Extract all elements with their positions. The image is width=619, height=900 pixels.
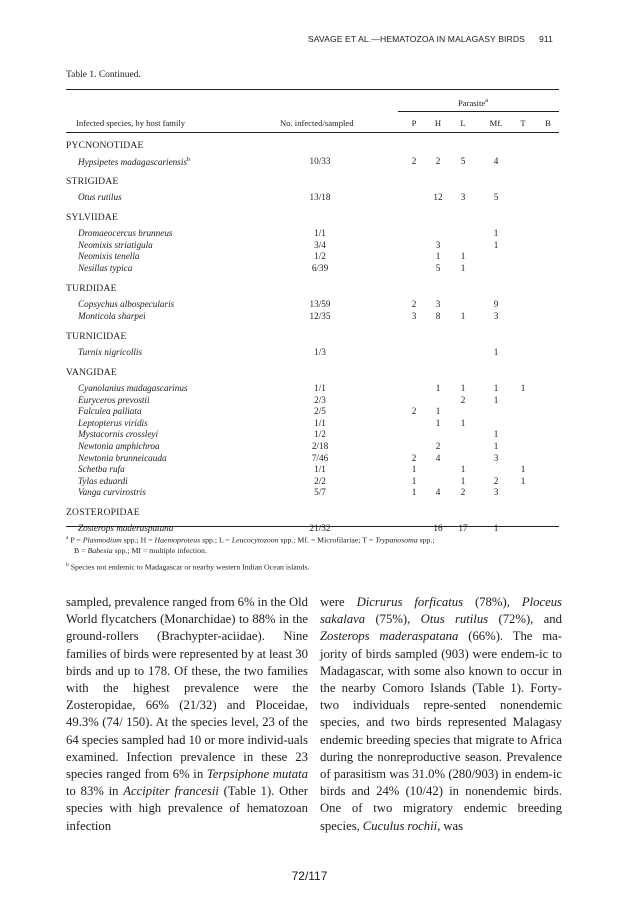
infected-ratio: 3/4 <box>314 239 326 250</box>
count-mf: 5 <box>493 192 499 203</box>
col-header-infected: No. infected/sampled <box>280 118 354 128</box>
count-h: 3 <box>435 299 441 310</box>
infected-ratio: 1/1 <box>314 382 326 393</box>
family-heading: TURNICIDAE <box>66 330 127 342</box>
count-mf: 1 <box>493 346 499 357</box>
count-l: 1 <box>460 251 466 262</box>
count-l: 3 <box>460 192 466 203</box>
col-header-h: H <box>434 118 442 128</box>
col-header-species: Infected species, by host family <box>76 118 186 128</box>
count-p: 2 <box>411 406 417 417</box>
species-name: Newtonia amphichroa <box>78 440 160 451</box>
count-l: 5 <box>460 156 466 166</box>
count-l: 1 <box>460 263 466 273</box>
infected-ratio: 13/59 <box>309 299 331 310</box>
col-header-p: P <box>411 118 417 128</box>
count-p: 1 <box>411 464 417 475</box>
species-name: Monticola sharpei <box>78 310 146 321</box>
count-p: 2 <box>411 452 417 463</box>
count-h: 4 <box>435 487 441 498</box>
infected-ratio: 1/1 <box>314 464 326 475</box>
col-header-l: L <box>460 118 466 128</box>
species-name: Leptopterus viridis <box>78 417 148 428</box>
running-header <box>308 34 553 44</box>
species-name: Zosterops maderaspatana <box>78 523 174 534</box>
count-h: 1 <box>435 417 441 428</box>
col-header-t: T <box>520 118 526 128</box>
footnote-b: $^b$ Species not endemic to Madagascar or nearby western Indian Ocean islands. <box>66 562 310 572</box>
count-t: 1 <box>520 475 526 486</box>
col-header-b: B <box>545 118 551 128</box>
family-heading: TURDIDAE <box>66 283 117 295</box>
count-l: 1 <box>460 464 466 475</box>
col-header-mf: Mf. <box>489 118 503 128</box>
count-h: 12 <box>433 192 443 203</box>
count-l: 1 <box>460 417 466 428</box>
species-name: Copsychus albospecularis <box>78 299 175 310</box>
count-h: 8 <box>435 310 441 321</box>
family-heading: VANGIDAE <box>66 366 117 378</box>
count-h: 1 <box>435 382 441 393</box>
infected-ratio: 12/35 <box>309 310 331 321</box>
infected-ratio: 2/5 <box>314 406 326 417</box>
count-h: 3 <box>435 239 441 250</box>
count-mf: 4 <box>493 156 499 166</box>
count-l: 1 <box>460 382 466 393</box>
species-name: Cyanolanius madagascarinus <box>78 382 188 393</box>
infected-ratio: 2/3 <box>314 394 326 405</box>
count-p: 1 <box>411 487 417 498</box>
species-name: Mystacornis crossleyi <box>78 429 159 440</box>
page-counter: 72/117 <box>291 869 328 883</box>
count-mf: 3 <box>493 310 499 321</box>
infected-ratio: 6/39 <box>311 263 329 273</box>
infected-ratio: 1/2 <box>314 251 326 262</box>
count-h: 16 <box>433 523 443 534</box>
species-name: Falculea palliata <box>78 406 142 417</box>
count-l: 2 <box>460 487 466 498</box>
body-text-right-column: were Dicrurus forficatus (78%), Ploceus sakalava (75%), Otus rutilus (72%), and Zosterops maderaspatana (66%). The ma-jority of birds sampled (903) were endem-ic to Madagascar, with some also known to occur in the nearby Comoro Islands (Table 1). Forty-two individuals repre-sented nonendemic species, and two birds represented Malagasy endemic breeding species that migrate to Africa during the nonreproductive season. Prevalence of parasitism was 31.0% (280/903) in endem-ic birds and 24% (10/42) in nonendemic birds. One of two migratory endemic breeding species, Cuculus rochii, was <box>320 595 562 833</box>
infected-ratio: 1/3 <box>314 346 326 357</box>
infected-ratio: 1/2 <box>314 429 326 440</box>
parasite-header: Parasite$^a$ <box>458 97 489 108</box>
species-name: Neomixis striatigula <box>78 239 153 250</box>
count-p: 3 <box>411 310 417 321</box>
family-heading: STRIGIDAE <box>66 176 119 188</box>
count-p: 2 <box>411 156 417 166</box>
count-mf: 1 <box>493 440 499 451</box>
count-l: 1 <box>460 475 466 486</box>
infected-ratio: 13/18 <box>309 192 331 203</box>
journal-page-number: 911 <box>539 34 553 44</box>
count-mf: 1 <box>493 228 499 239</box>
species-name: Newtonia brunneicauda <box>78 452 167 463</box>
count-h: 1 <box>435 406 441 417</box>
infected-ratio: 7/46 <box>311 452 329 463</box>
footnote-a: $^a$ P = Plasmodium spp.; H = Haemoproteus spp.; L = Leucocytozoon spp.; Mf. = Microfilariae; T = Trypanosoma spp.; B = Babesia spp.; MI = multiple infection. <box>66 535 435 555</box>
count-l: 2 <box>460 394 466 405</box>
family-heading: SYLVIIDAE <box>66 212 119 224</box>
infected-ratio: 5/7 <box>314 487 326 498</box>
count-l: 1 <box>460 310 466 321</box>
species-name: Turnix nigricollis <box>78 346 143 357</box>
header-bottom-rule <box>66 132 559 133</box>
count-mf: 9 <box>493 299 499 310</box>
count-h: 4 <box>435 452 441 463</box>
family-heading: PYCNONOTIDAE <box>66 140 144 151</box>
table-bottom-rule <box>66 526 559 527</box>
count-mf: 1 <box>493 394 499 405</box>
count-mf: 1 <box>493 523 499 534</box>
table-top-rule <box>66 89 559 90</box>
species-name: Euryceros prevostii <box>78 394 150 405</box>
species-name: Hypsipetes madagascariensis$^b$ <box>78 156 191 168</box>
species-name: Nesillas typica <box>78 263 133 273</box>
count-mf: 1 <box>493 429 499 440</box>
body-text-left-column: sampled, prevalence ranged from 6% in the Old World flycatchers (Monarchidae) to 88% in the ground-rollers (Brachypter-aciidae). Nine families of birds were represented by at least 30 birds and up to 178. Of these, the two families with the highest prevalence were the Zosteropidae, 66% (21/32) and Ploceidae, 49.3% (74/ 150). At the species level, 23 of the 64 species sampled had 10 or more individ-uals examined. Infection prevalence in these 23 species ranged from 6% in Terpsiphone mutata to 83% in Accipiter francesii (Table 1). Other species with high prevalence of hematozoan infection <box>66 595 309 833</box>
count-h: 1 <box>435 251 441 262</box>
infected-ratio: 21/32 <box>309 523 331 534</box>
infected-ratio: 1/1 <box>314 228 326 239</box>
species-name: Schetba rufa <box>78 464 125 475</box>
count-t: 1 <box>520 464 526 475</box>
infected-ratio: 10/33 <box>309 156 331 166</box>
infected-ratio: 2/18 <box>311 440 329 451</box>
species-name: Otus rutilus <box>78 192 122 203</box>
infected-ratio: 2/2 <box>314 475 326 486</box>
count-l: 17 <box>458 523 468 534</box>
count-mf: 2 <box>493 475 499 486</box>
count-mf: 1 <box>493 382 499 393</box>
count-mf: 3 <box>493 452 499 463</box>
count-p: 1 <box>411 475 417 486</box>
table-caption: Table 1. Continued. <box>66 70 141 80</box>
count-h: 5 <box>435 263 441 273</box>
species-name: Neomixis tenella <box>78 251 140 262</box>
count-h: 2 <box>435 156 441 166</box>
parasite-subrule <box>398 111 559 112</box>
count-mf: 1 <box>493 239 499 250</box>
family-heading: ZOSTEROPIDAE <box>66 507 140 519</box>
species-name: Vanga curvirostris <box>78 487 146 498</box>
count-t: 1 <box>520 382 526 393</box>
species-name: Dromaeocercus brunneus <box>78 228 173 239</box>
count-h: 2 <box>435 440 441 451</box>
count-p: 2 <box>411 299 417 310</box>
species-name: Tylas eduardi <box>78 475 128 486</box>
infected-ratio: 1/1 <box>314 417 326 428</box>
count-mf: 3 <box>493 487 499 498</box>
running-title: SAVAGE ET AL.—HEMATOZOA IN MALAGASY BIRDS <box>307 34 525 44</box>
